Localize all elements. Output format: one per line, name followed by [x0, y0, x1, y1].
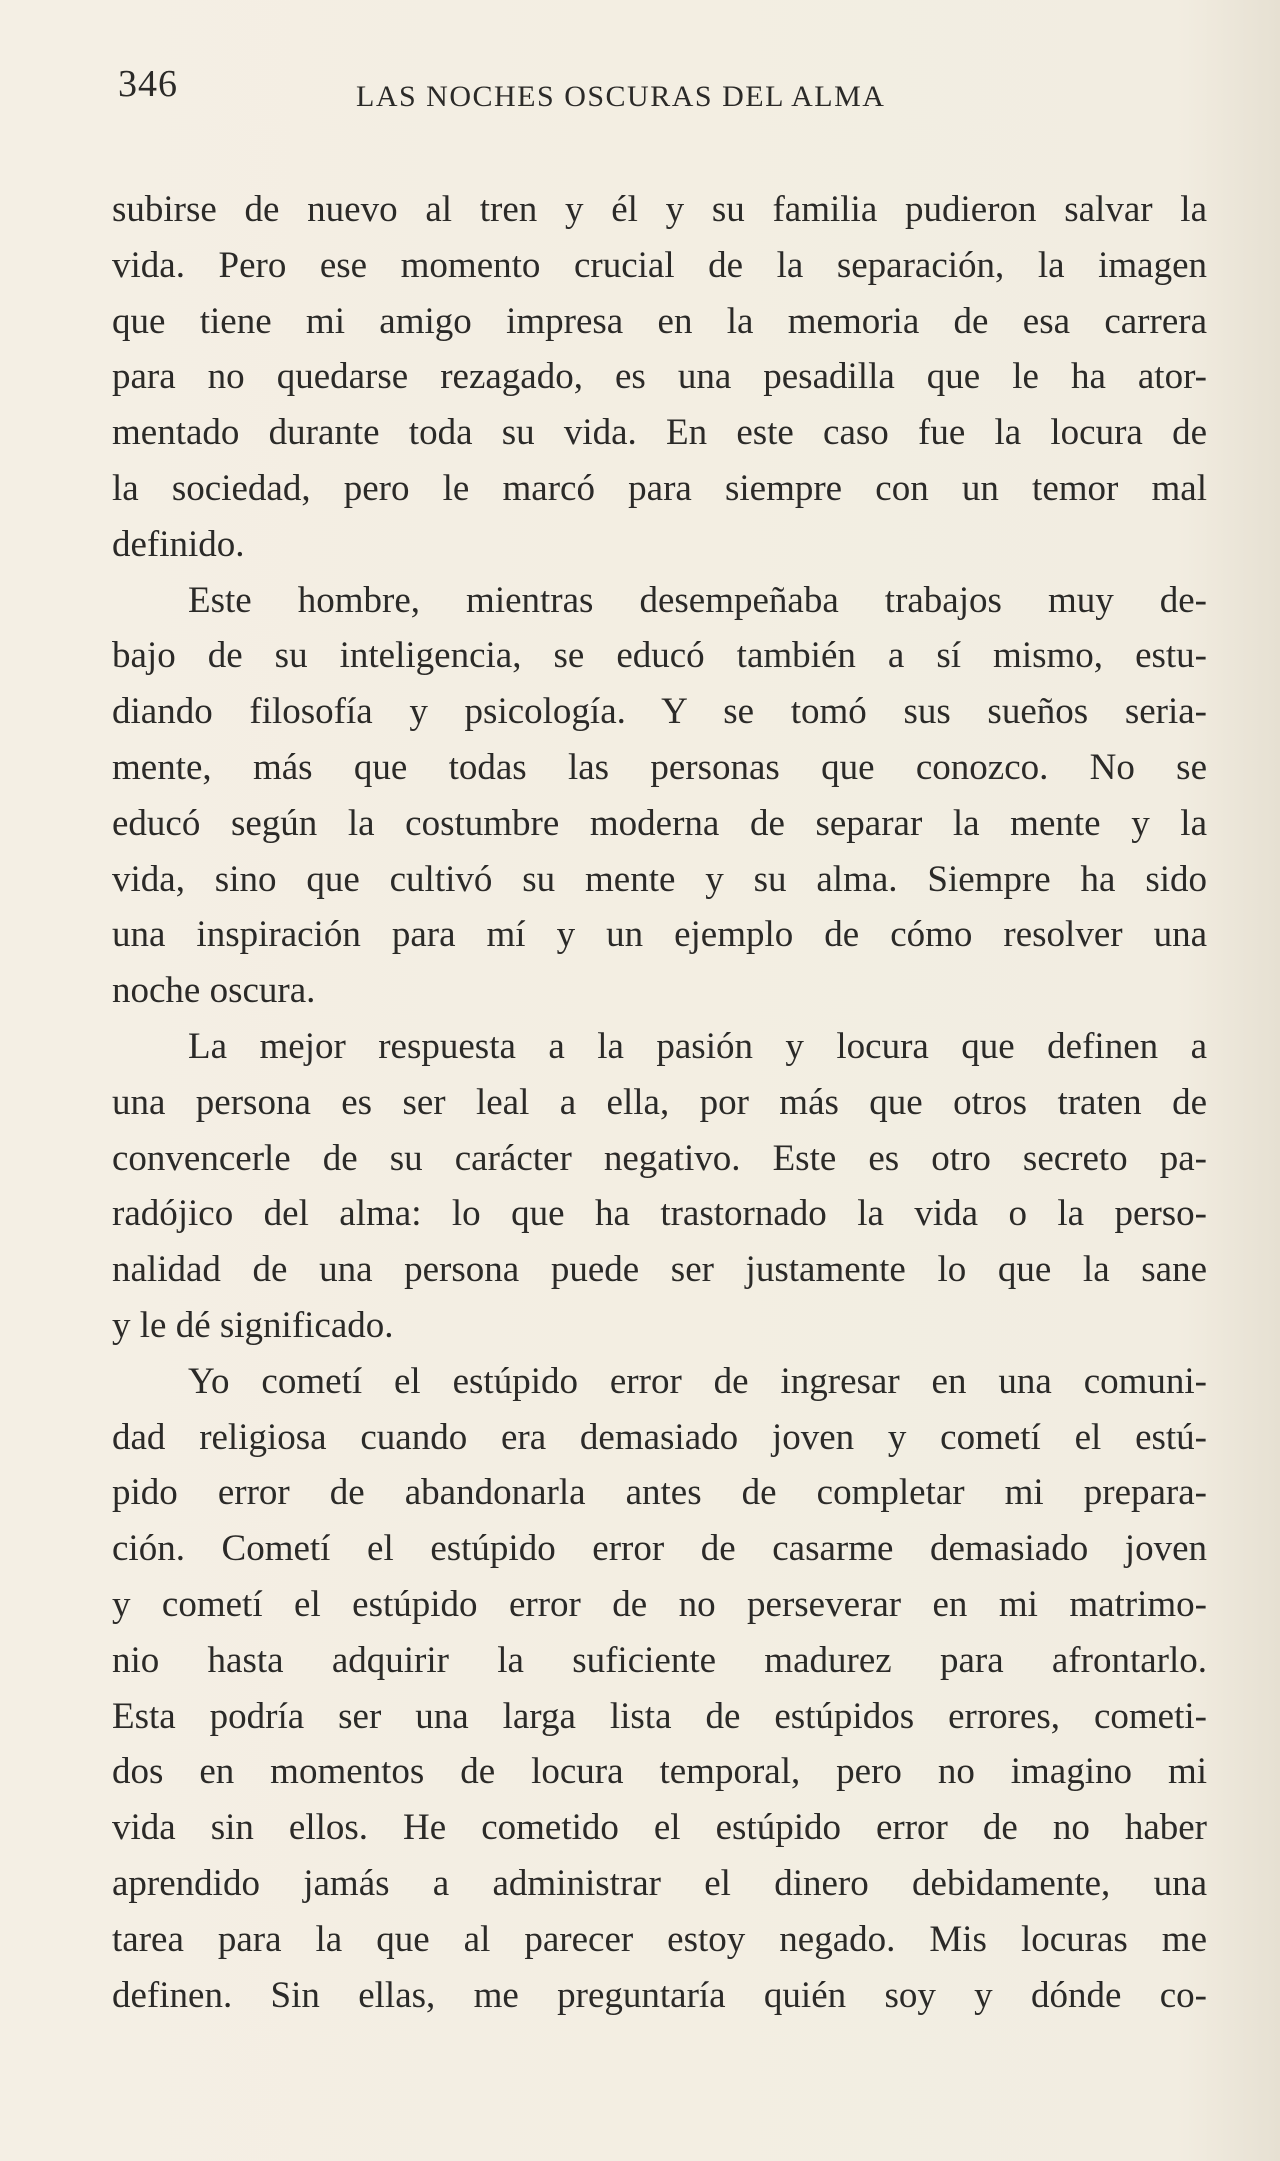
page-number: 346	[118, 63, 178, 105]
text-line: mentado durante toda su vida. En este caso fue la locura de	[112, 412, 1207, 454]
text-line: la sociedad, pero le marcó para siempre con un temor mal	[112, 467, 1207, 509]
text-line: noche oscura.	[112, 970, 316, 1012]
text-line: Esta podría ser una larga lista de estúpidos errores, cometi-	[112, 1695, 1207, 1737]
paragraph-4	[112, 1354, 1207, 2024]
body-text	[112, 182, 1207, 2023]
text-line: vida. Pero ese momento crucial de la separación, la imagen	[112, 244, 1207, 286]
text-line: definido.	[112, 523, 245, 565]
paragraph-2	[112, 573, 1207, 1019]
text-line: bajo de su inteligencia, se educó también a sí mismo, estu-	[112, 635, 1207, 677]
running-head: LAS NOCHES OSCURAS DEL ALMA	[356, 80, 886, 113]
text-line: educó según la costumbre moderna de separar la mente y la	[112, 802, 1207, 844]
text-line: Yo cometí el estúpido error de ingresar en una comuni-	[188, 1360, 1207, 1402]
text-line: diando filosofía y psicología. Y se tomó sus sueños seria-	[112, 691, 1207, 733]
text-line: una inspiración para mí y un ejemplo de cómo resolver una	[112, 914, 1207, 956]
text-line: mente, más que todas las personas que conozco. No se	[112, 746, 1207, 788]
text-line: tarea para la que al parecer estoy negado. Mis locuras me	[112, 1918, 1207, 1960]
text-line: La mejor respuesta a la pasión y locura que definen a	[188, 1025, 1207, 1067]
text-line: una persona es ser leal a ella, por más que otros traten de	[112, 1081, 1207, 1123]
text-line: vida, sino que cultivó su mente y su alma. Siempre ha sido	[112, 858, 1207, 900]
text-line: definen. Sin ellas, me preguntaría quién soy y dónde co-	[112, 1974, 1207, 2016]
text-line: ción. Cometí el estúpido error de casarme demasiado joven	[112, 1528, 1207, 1570]
text-line: pido error de abandonarla antes de completar mi prepara-	[112, 1472, 1207, 1514]
text-line: dos en momentos de locura temporal, pero no imagino mi	[112, 1751, 1207, 1793]
paragraph-3	[112, 1019, 1207, 1354]
text-line: nalidad de una persona puede ser justamente lo que la sane	[112, 1249, 1207, 1291]
text-line: para no quedarse rezagado, es una pesadilla que le ha ator-	[112, 356, 1207, 398]
text-line: convencerle de su carácter negativo. Este es otro secreto pa-	[112, 1137, 1207, 1179]
text-line: subirse de nuevo al tren y él y su familia pudieron salvar la	[112, 189, 1207, 230]
text-line: y le dé significado.	[112, 1304, 394, 1346]
page-header	[118, 62, 1213, 122]
text-line: nio hasta adquirir la suficiente madurez para afrontarlo.	[112, 1639, 1207, 1681]
text-line: que tiene mi amigo impresa en la memoria de esa carrera	[112, 300, 1207, 342]
text-line: dad religiosa cuando era demasiado joven y cometí el estú-	[112, 1416, 1207, 1458]
text-line: aprendido jamás a administrar el dinero debidamente, una	[112, 1862, 1207, 1904]
text-line: y cometí el estúpido error de no perseverar en mi matrimo-	[112, 1583, 1207, 1625]
text-line: vida sin ellos. He cometido el estúpido error de no haber	[112, 1807, 1207, 1849]
text-line: Este hombre, mientras desempeñaba trabajos muy de-	[188, 579, 1207, 621]
paragraph-1	[112, 182, 1207, 573]
text-line: radójico del alma: lo que ha trastornado la vida o la perso-	[112, 1193, 1207, 1235]
